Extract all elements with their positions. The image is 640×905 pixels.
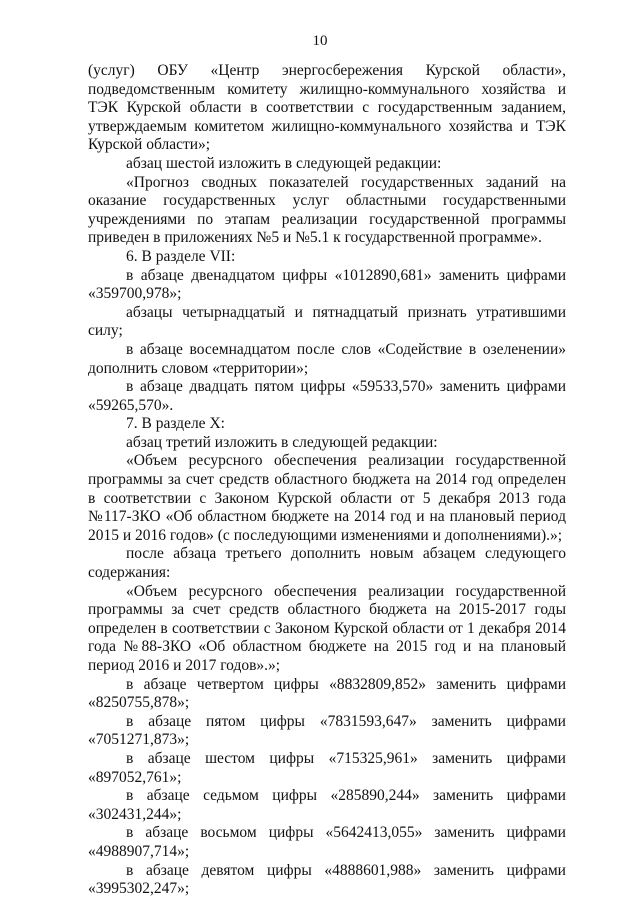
replacement-line: [88, 713, 566, 732]
word: шестом: [205, 749, 255, 767]
new-value: «8250755,878»;: [88, 694, 190, 712]
word: цифры: [266, 861, 312, 879]
word: заменить: [433, 861, 494, 879]
replacement-item: [88, 713, 566, 750]
paragraph: «Прогноз сводных показателей государственных заданий на оказание государственных услуг областными государственными учреждениями по этапам реализации государственной программы приведен в приложениях №5 и №5.1 к государственной программе».: [88, 173, 566, 247]
word: цифры: [274, 675, 319, 693]
replacement-item: [88, 676, 566, 713]
word: заменить: [431, 712, 492, 730]
word: четвертом: [196, 675, 264, 693]
replacement-item: [88, 824, 566, 861]
word: абзаце: [146, 787, 190, 805]
paragraph: абзац третий изложить в следующей редакции:: [126, 433, 438, 451]
paragraph: «Объем ресурсного обеспечения реализации государственной программы за счет средств областного бюджета на 2015-2017 годы определен в соответствии с Законом Курской области от 1 декабря 2014 года №88-ЗКО «Об областном бюджете на 2015 год и на плановый период 2016 и 2017 годов».»;: [88, 582, 566, 674]
word: пятом: [206, 712, 246, 730]
word: седьмом: [203, 787, 259, 805]
replacement-line: [88, 750, 566, 769]
old-value: «4888601,988»: [324, 861, 422, 879]
word: в: [126, 861, 134, 879]
word: цифрами: [506, 675, 566, 693]
word: цифрами: [506, 787, 566, 805]
word: абзаце: [145, 861, 189, 879]
word: в: [126, 787, 134, 805]
paragraph: после абзаца третьего дополнить новым абзацем следующего содержания:: [88, 545, 566, 582]
replacement-line: [88, 787, 566, 806]
replacement-line: [88, 676, 566, 695]
word: абзаце: [148, 712, 192, 730]
replacement-item: [88, 787, 566, 824]
new-value: «897052,761»;: [88, 768, 182, 786]
word: заменить: [436, 675, 497, 693]
word: цифрами: [506, 749, 566, 767]
word: цифры: [272, 787, 318, 805]
paragraph: абзац шестой изложить в следующей редакции:: [126, 154, 442, 172]
replacement-item: [88, 750, 566, 787]
word: цифрами: [506, 861, 566, 879]
paragraph: в абзаце восемнадцатом после слов «Содействие в озеленении» дополнить словом «территории»;: [88, 340, 566, 377]
section-heading: 7. В разделе X:: [126, 415, 225, 433]
word: в: [126, 749, 134, 767]
new-value: «3995302,247»;: [88, 880, 190, 898]
old-value: «7831593,647»: [319, 712, 417, 730]
word: в: [126, 712, 134, 730]
old-value: «285890,244»: [330, 787, 420, 805]
word: заменить: [432, 749, 493, 767]
word: цифрами: [506, 712, 566, 730]
word: в: [126, 824, 134, 842]
paragraph: (услуг) ОБУ «Центр энергосбережения Курской области», подведомственным комитету жилищно-коммунального хозяйства и ТЭК Курской области в соответствии с государственным заданием, утверждаемым комитетом жилищно-коммунального хозяйства и ТЭК Курской области»;: [88, 62, 566, 154]
replacement-item: [88, 862, 566, 899]
old-value: «8832809,852»: [329, 675, 426, 693]
page-number: 10: [312, 33, 328, 49]
old-value: «5642413,055»: [325, 824, 423, 842]
word: цифры: [269, 749, 315, 767]
word: абзаце: [147, 749, 191, 767]
new-value: «4988907,714»;: [88, 842, 190, 860]
paragraph: абзацы четырнадцатый и пятнадцатый признать утратившими силу;: [88, 303, 566, 340]
word: восьмом: [200, 824, 257, 842]
paragraph: в абзаце двадцать пятом цифры «59533,570» заменить цифрами «59265,570».: [88, 378, 566, 414]
word: в: [126, 675, 134, 693]
word: цифры: [268, 824, 314, 842]
old-value: «715325,961»: [328, 749, 418, 767]
word: заменить: [434, 824, 495, 842]
replacement-line: [88, 862, 566, 881]
word: цифрами: [506, 824, 566, 842]
replacement-line: [88, 824, 566, 843]
section-heading: 6. В разделе VII:: [126, 247, 236, 265]
document-body: [88, 62, 566, 899]
word: цифры: [260, 712, 305, 730]
word: абзаце: [143, 675, 187, 693]
paragraph: в абзаце двенадцатом цифры «1012890,681» заменить цифрами «359700,978»;: [88, 266, 566, 303]
word: абзаце: [145, 824, 189, 842]
word: девятом: [201, 861, 255, 879]
new-value: «302431,244»;: [88, 805, 182, 823]
paragraph: «Объем ресурсного обеспечения реализации государственной программы за счет средств областного бюджета на 2014 год определен в соответствии с Законом Курской области от 5 декабря 2013 года №117-ЗКО «Об областном бюджете на 2014 год и на плановый период 2015 и 2016 годов» (с последующими изменениями и дополнениями).»;: [88, 452, 566, 544]
new-value: «7051271,873»;: [88, 731, 190, 749]
word: заменить: [433, 787, 494, 805]
